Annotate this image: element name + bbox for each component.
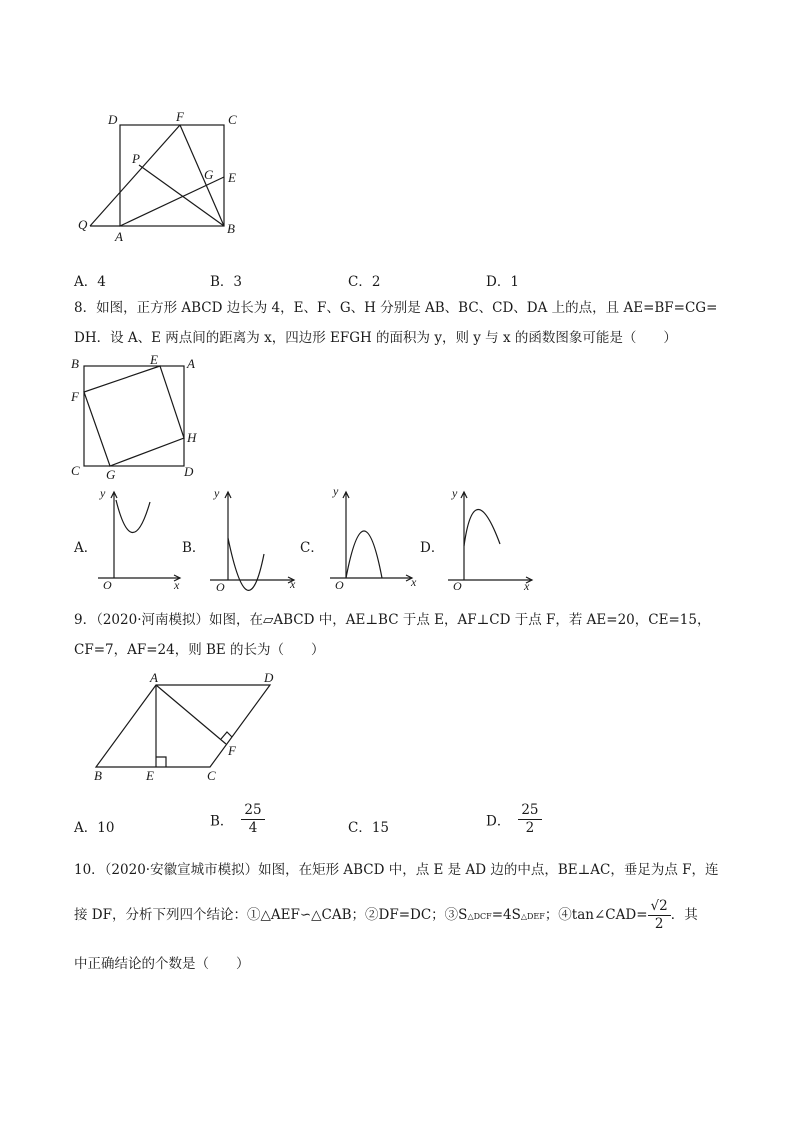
q8-label-C: C <box>71 463 80 478</box>
q8-label-H: H <box>187 430 197 445</box>
q7-label-C: C <box>228 112 237 127</box>
q8-graph-b-y: y <box>214 486 220 500</box>
option-fraction <box>241 802 264 837</box>
q7-label-E: E <box>228 170 236 185</box>
option-value: 3 <box>233 274 243 290</box>
q9-option-a <box>74 816 114 836</box>
q8-graph-d <box>444 484 539 594</box>
q8-graph-a-y: y <box>100 486 106 500</box>
q9-label-A: A <box>150 670 158 685</box>
q8-text-line1: 8．如图，正方形 ABCD 边长为 4，E、F、G、H 分别是 AB、BC、CD、DA 上的点，且 AE=BF=CG= <box>74 300 718 316</box>
q7-label-B: B <box>227 221 235 236</box>
q8-label-B: B <box>71 356 79 371</box>
q10-text-line3: 中正确结论的个数是（ ） <box>74 956 250 972</box>
q8-label-E: E <box>150 352 158 367</box>
q8-graph-c <box>326 484 421 594</box>
q8-option-b-letter: B． <box>182 540 206 556</box>
q8-label-F: F <box>71 389 79 404</box>
fraction-denominator: 2 <box>525 819 535 836</box>
q9-label-F: F <box>228 743 236 758</box>
q8-graph-b <box>206 484 301 594</box>
q8-graph-a-origin: O <box>103 578 112 592</box>
option-fraction <box>518 802 541 837</box>
q8-label-G: G <box>106 467 116 482</box>
q8-graph-a <box>94 484 189 594</box>
q9-option-d <box>486 802 542 837</box>
q10-line2-part-d: ．其 <box>670 906 698 923</box>
fraction-numerator: 25 <box>241 802 264 820</box>
option-value: 10 <box>97 820 115 836</box>
option-letter: C． <box>348 820 372 836</box>
q10-line2-part-c: ；④tan∠CAD= <box>544 906 648 923</box>
q9-text-line1: 9．（2020·河南模拟）如图，在▱ABCD 中，AE⊥BC 于点 E，AF⊥CD 于点 F，若 AE=20，CE=15， <box>74 612 711 628</box>
q10-text-line1: 10．（2020·安徽宣城市模拟）如图，在矩形 ABCD 中，点 E 是 AD 边的中点，BE⊥AC，垂足为点 F，连 <box>74 862 719 878</box>
q8-label-D: D <box>184 464 194 479</box>
q10-text-line2 <box>74 898 698 933</box>
q8-option-a-letter: A． <box>74 540 98 556</box>
q10-fraction <box>648 898 671 933</box>
q9-label-D: D <box>264 670 274 685</box>
q8-graph-b-x: x <box>290 577 296 591</box>
q7-label-F: F <box>176 109 184 124</box>
q8-graph-b-origin: O <box>216 580 225 594</box>
q9-text-line2: CF=7，AF=24，则 BE 的长为（ ） <box>74 642 325 658</box>
q8-graph-d-y: y <box>452 486 458 500</box>
q10-subscript-dcf: △DCF <box>467 911 492 921</box>
q8-graph-a-x: x <box>174 578 180 592</box>
q9-label-C: C <box>207 768 216 783</box>
q8-option-d-letter: D． <box>420 540 445 556</box>
q10-line2-part-b: =4S <box>491 906 521 923</box>
q8-graph-c-origin: O <box>335 578 344 592</box>
q7-label-P: P <box>132 151 140 166</box>
q9-option-b <box>210 802 265 837</box>
q7-label-G: G <box>204 167 214 182</box>
q9-label-E: E <box>146 768 154 783</box>
fraction-denominator: 4 <box>248 819 258 836</box>
q7-option-c <box>348 270 380 290</box>
option-value: 4 <box>97 274 106 290</box>
q7-figure <box>70 105 260 245</box>
fraction-numerator: √2 <box>648 898 671 916</box>
q8-figure <box>66 352 206 482</box>
q10-line2-part-a: 接 DF，分析下列四个结论：①△AEF∽△CAB；②DF=DC；③S <box>74 906 468 923</box>
option-value: 1 <box>510 274 519 290</box>
q9-figure <box>84 670 284 785</box>
q7-label-D: D <box>108 112 118 127</box>
q8-option-c-letter: C． <box>300 540 324 556</box>
q8-graph-c-y: y <box>333 484 339 498</box>
option-letter: D． <box>486 274 511 290</box>
option-value: 15 <box>371 820 390 836</box>
fraction-denominator: 2 <box>654 915 664 932</box>
option-letter: C． <box>348 274 372 290</box>
option-letter: B． <box>210 813 234 830</box>
option-letter: A． <box>74 820 98 836</box>
option-letter: A． <box>74 274 98 290</box>
q9-label-B: B <box>94 768 102 783</box>
q8-graph-c-x: x <box>411 575 417 589</box>
option-value: 2 <box>371 274 381 290</box>
option-letter: B． <box>210 274 234 290</box>
q8-graph-d-x: x <box>524 579 530 593</box>
q8-text-line2: DH．设 A、E 两点间的距离为 x，四边形 EFGH 的面积为 y，则 y 与 x 的函数图象可能是（ ） <box>74 330 677 346</box>
q7-option-d <box>486 270 519 290</box>
q7-option-b <box>210 270 242 290</box>
q9-option-c <box>348 816 389 836</box>
q10-subscript-def: △DEF <box>520 911 545 921</box>
fraction-numerator: 25 <box>518 802 541 820</box>
q7-option-a <box>74 270 106 290</box>
q8-graph-d-origin: O <box>453 579 462 593</box>
option-letter: D． <box>486 813 511 830</box>
q7-label-Q: Q <box>78 217 88 232</box>
q7-label-A: A <box>115 229 123 244</box>
q8-label-A: A <box>187 356 195 371</box>
